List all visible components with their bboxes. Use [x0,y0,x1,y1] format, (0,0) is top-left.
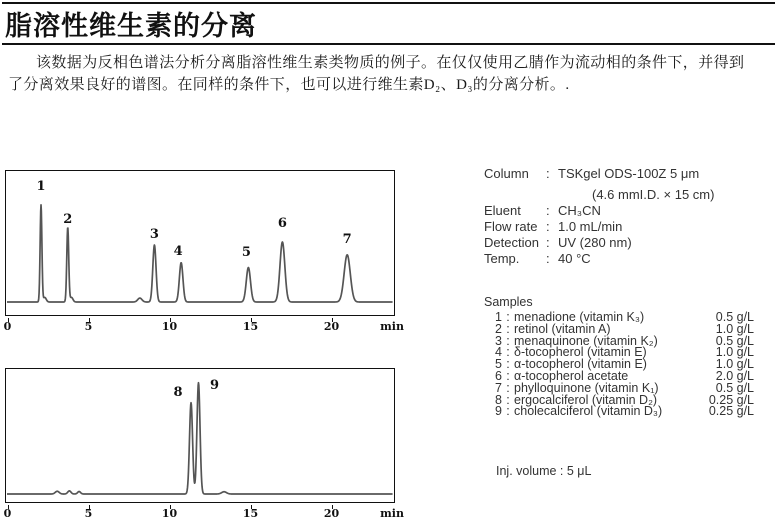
sample-colon: : [506,310,510,324]
samples-list [484,296,754,418]
sample-concentration: 2.0 g/L [715,368,754,383]
sample-colon: : [506,357,510,372]
peak-label-8: 8 [173,384,183,400]
condition-label: Flow rate [484,219,538,234]
sample-number: 8 [495,392,502,407]
peak-label-9: 9 [209,377,219,393]
sample-concentration: 0.5 g/L [715,310,754,324]
peak-label-5: 5 [241,244,251,260]
sample-name: δ-tocopherol (vitamin E) [514,345,647,360]
x-axis-unit-upper: min [380,320,404,333]
condition-column-dimensions: (4.6 mmI.D. × 15 cm) [592,187,715,202]
sample-number: 2 [495,321,502,336]
sample-name: phylloquinone (vitamin K₁) [514,380,659,395]
sample-colon: : [506,380,510,395]
x-axis-tick-label: 15 [242,507,259,520]
condition-value: TSKgel ODS-100Z 5 μm [558,166,700,181]
x-axis-unit-lower: min [380,507,404,520]
sample-concentration: 1.0 g/L [715,321,754,336]
peak-label-3: 3 [149,227,159,242]
condition-value: 1.0 mL/min [558,219,623,234]
x-axis-tick-label: 5 [84,507,93,520]
sample-colon: : [506,392,510,407]
sample-number: 9 [495,404,502,419]
page-title: 脂溶性维生素的分离 [5,11,257,41]
sample-number: 4 [495,345,502,360]
peak-label-6: 6 [277,216,287,231]
peak-label-7: 7 [342,231,352,247]
condition-label: Column [484,166,529,181]
sample-colon: : [506,321,510,336]
sample-colon: : [506,368,510,383]
x-axis-tick-label: 20 [323,320,340,333]
sample-concentration: 1.0 g/L [715,357,754,372]
x-axis-tick-label: 0 [3,320,12,333]
sample-concentration: 1.0 g/L [715,345,754,360]
x-axis-tick-label: 5 [84,320,93,333]
condition-value: UV (280 nm) [558,235,632,250]
condition-colon: : [546,203,550,218]
x-axis-tick-label: 10 [161,507,178,520]
sample-colon: : [506,345,510,360]
intro-line-2: 了分离效果良好的谱图。在同样的条件下，也可以进行维生素D₂、D₃的分离分析。. [8,76,570,93]
injection-volume: Inj. volume : 5 μL [496,464,592,478]
condition-colon: : [546,219,550,234]
condition-label: Eluent [484,203,521,218]
intro-paragraph [8,53,780,96]
sample-name: retinol (vitamin A) [514,321,611,336]
x-axis-upper [5,318,404,333]
condition-row-detection [484,235,778,251]
sample-name: cholecalciferol (vitamin D₃) [514,404,663,419]
sample-colon: : [506,404,510,419]
condition-row-flow-rate [484,219,778,235]
sample-concentration: 0.25 g/L [708,392,754,407]
peak-label-1: 1 [36,179,46,195]
sample-name: menaquinone (vitamin K₂) [514,333,658,348]
sample-concentration: 0.25 g/L [708,404,754,419]
chromatogram-upper-trace [6,171,394,315]
chromatogram-upper [5,170,395,316]
chromatogram-lower-trace [6,369,394,502]
sample-row-9 [484,406,754,418]
header-bottom-rule [2,43,775,45]
condition-row-eluent [484,203,778,219]
x-axis-tick-label: 0 [3,507,12,520]
sample-name: ergocalciferol (vitamin D₂) [514,392,658,407]
samples-heading: Samples [484,295,533,309]
condition-row-temp [484,251,778,267]
condition-value: 40 °C [558,251,591,266]
sample-number: 7 [495,380,502,395]
condition-colon: : [546,251,550,266]
x-axis-tick-label: 15 [242,320,259,333]
condition-row-column [484,166,778,182]
sample-name: α-tocopherol acetate [514,368,629,383]
sample-number: 6 [495,368,502,383]
condition-colon: : [546,166,550,181]
sample-colon: : [506,333,510,348]
sample-concentration: 0.5 g/L [715,380,754,395]
condition-colon: : [546,235,550,250]
peak-label-4: 4 [173,243,183,259]
peak-label-2: 2 [63,212,73,228]
conditions-list [484,166,778,267]
condition-label: Temp. [484,251,520,266]
sample-name: α-tocopherol (vitamin E) [514,357,647,372]
x-axis-tick-label: 20 [323,507,340,520]
sample-name: menadione (vitamin K₃) [514,310,645,324]
x-axis-tick-label: 10 [161,320,178,333]
sample-number: 3 [495,333,502,348]
sample-number: 5 [495,357,502,372]
chromatogram-lower [5,368,395,503]
intro-line-1: 该数据为反相色谱法分析分离脂溶性维生素类物质的例子。在仅仅使用乙腈作为流动相的条件下，并得到 [36,55,745,71]
x-axis-lower [5,505,404,520]
condition-value: CH₃CN [558,203,601,218]
sample-number: 1 [495,310,502,324]
condition-label: Detection [484,235,539,250]
sample-concentration: 0.5 g/L [715,333,754,348]
